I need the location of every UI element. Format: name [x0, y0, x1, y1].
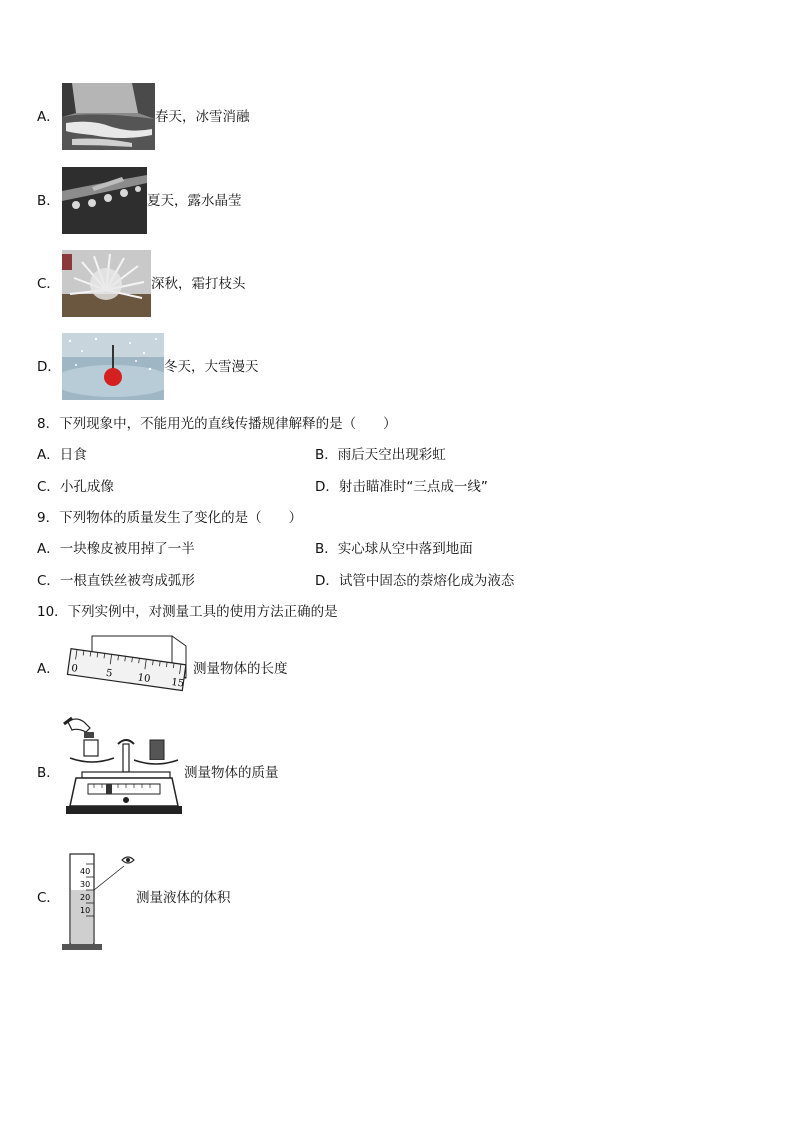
option-letter: A． [37, 109, 60, 125]
frost-branches-photo [62, 250, 151, 317]
option-letter: D． [315, 573, 339, 589]
ruler-tick-label: 15 [170, 676, 185, 690]
q7-option-b[interactable] [37, 192, 60, 210]
ruler-tick-label: 10 [136, 672, 152, 685]
q8-option-c[interactable] [37, 478, 114, 496]
q9-option-d[interactable] [315, 572, 514, 590]
q7-option-c[interactable] [37, 275, 60, 293]
option-letter: C． [37, 573, 60, 589]
option-text: 日食 [59, 447, 87, 463]
option-letter: A． [37, 661, 60, 677]
option-letter: D． [37, 359, 61, 375]
q10-option-c-text: 测量液体的体积 [136, 890, 231, 906]
option-letter: B． [315, 447, 338, 463]
q10-option-a-text: 测量物体的长度 [193, 661, 288, 677]
q8-option-d[interactable] [315, 478, 488, 496]
q7-option-c-text: 深秋，霜打枝头 [151, 276, 246, 292]
q7-option-d-text: 冬天，大雪漫天 [164, 359, 259, 375]
option-text: 射击瞄准时“三点成一线” [338, 479, 488, 495]
cylinder-tick-label: 10 [80, 906, 91, 915]
option-text: 雨后天空出现彩虹 [337, 447, 446, 463]
q7-option-a-text: 春天，冰雪消融 [155, 109, 250, 125]
q9-option-b[interactable] [315, 540, 473, 558]
ruler-tick-label: 0 [70, 662, 79, 675]
q8-option-b[interactable] [315, 446, 446, 464]
q8-option-a[interactable] [37, 446, 87, 464]
balance-scale-diagram [62, 714, 184, 824]
option-letter: B． [37, 193, 60, 209]
option-text: 试管中固态的萘熔化成为液态 [338, 573, 515, 589]
option-text: 一根直铁丝被弯成弧形 [59, 573, 195, 589]
option-letter: A． [37, 447, 60, 463]
q7-option-a[interactable] [37, 108, 60, 126]
option-letter: A． [37, 541, 60, 557]
q9-option-a[interactable] [37, 540, 195, 558]
snow-melting-photo [62, 83, 155, 150]
q10-stem: 10．下列实例中，对测量工具的使用方法正确的是 [37, 604, 338, 620]
cylinder-tick-label: 40 [80, 867, 91, 876]
dew-drops-photo [62, 167, 147, 234]
q10-option-a[interactable] [37, 660, 60, 678]
snowfall-photo [62, 333, 164, 400]
ruler-diagram [62, 634, 190, 706]
q7-option-b-text: 夏天，露水晶莹 [147, 193, 242, 209]
option-letter: C． [37, 479, 60, 495]
q8-stem: 8．下列现象中，不能用光的直线传播规律解释的是（ ） [37, 416, 397, 432]
q10-option-b-text: 测量物体的质量 [184, 765, 279, 781]
option-letter: B． [37, 765, 60, 781]
q7-option-d[interactable] [37, 358, 61, 376]
option-text: 小孔成像 [59, 479, 114, 495]
q10-option-b[interactable] [37, 764, 60, 782]
option-text: 实心球从空中落到地面 [337, 541, 473, 557]
q9-stem: 9．下列物体的质量发生了变化的是（ ） [37, 510, 303, 526]
option-letter: C． [37, 890, 60, 906]
option-letter: B． [315, 541, 338, 557]
graduated-cylinder-diagram [60, 850, 140, 952]
ruler-tick-label: 5 [105, 667, 114, 680]
option-text: 一块橡皮被用掉了一半 [59, 541, 195, 557]
cylinder-tick-label: 20 [80, 893, 91, 902]
q10-option-c[interactable] [37, 889, 60, 907]
cylinder-tick-label: 30 [80, 880, 91, 889]
option-letter: C． [37, 276, 60, 292]
option-letter: D． [315, 479, 339, 495]
q9-option-c[interactable] [37, 572, 195, 590]
